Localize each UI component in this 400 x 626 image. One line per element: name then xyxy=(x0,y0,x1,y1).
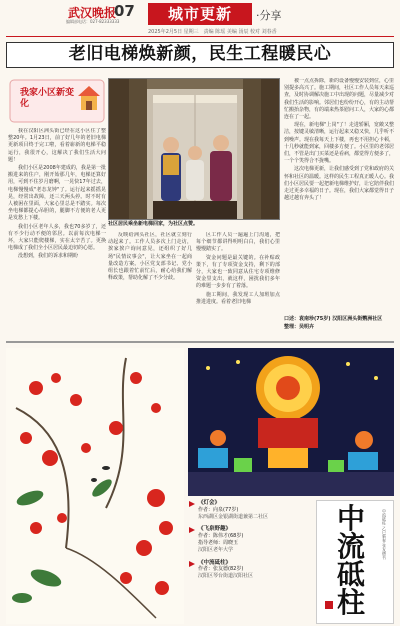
newspaper-logo: 武汉晚报 xyxy=(68,6,117,20)
page-number: 07 xyxy=(114,2,135,20)
lantern-festival-image xyxy=(188,348,394,496)
article-paragraph: 施工期间，我发现工人加班加点推进进度。看着老旧电梯 xyxy=(196,291,280,305)
column-badge xyxy=(8,78,106,124)
artwork-author: 作者：陈伟才(68岁) xyxy=(198,533,244,540)
article-paragraph: 反映给洲头社区，社区就立刻行动起来了。工作人员多次上门走访，挨家挨户询问意见，还组织了好几场"民情议事会"，让大家坐在一起商量改造方案。小区党支部书记、党小组长也跟着忙前忙后，耐心给我们解释政策，帮助化解了不少分歧。 xyxy=(108,232,192,282)
editorial-contact: 编辑部电话：027-82333333 xyxy=(66,19,120,24)
artwork-advisor: 指导老师：周晓玉 xyxy=(198,539,239,546)
photo-caption: 社区居民乘坐新电梯回家，为社区点赞。 xyxy=(108,221,199,227)
artwork-title: 《灯会》 xyxy=(198,500,221,506)
painting-lantern-fair xyxy=(188,348,394,496)
painting-flowers xyxy=(6,348,184,624)
artwork-author: 作者：向泉(77岁) xyxy=(198,506,239,513)
triangle-marker-icon xyxy=(188,526,196,534)
article-credits xyxy=(284,316,394,331)
section-subtitle: ·分享 xyxy=(256,9,282,22)
artwork-title: 《飞泉野趣》 xyxy=(198,526,232,533)
article-paragraph: 我们小区老年人多，我也70多岁了，还有不少行动不便的邻居。以前每次电梯一坏，大家只能爬楼梯，实在太辛苦了。更换电梯成了我们全小区居民最迫切的心愿。 xyxy=(8,223,106,252)
house-icon xyxy=(76,84,102,114)
badge-label: 我家小区新变化 xyxy=(20,88,75,109)
artwork-caption xyxy=(188,500,314,520)
article-paragraph: 资金问题是最关键的。在补贴政策下，有了专项资金支持，剩下的部分，大家也一致同意从住宅专项维修资金里支出，就这样，困扰我们多年的难题一步步有了着落。 xyxy=(196,254,280,290)
artwork-captions xyxy=(188,500,314,624)
elevator-photo xyxy=(108,78,280,220)
article-column-mid-1 xyxy=(108,232,192,324)
artwork-author: 作者：张友德(82岁) xyxy=(198,566,244,573)
artwork-org: 汉阳区琴台街道汉阳社区 xyxy=(198,573,254,580)
article-paragraph: 现在，新电梯"上岗"了！走进轿厢，宽敞又整洁，按键灵敏清晰，运行起来又稳又快，几乎听不到噪声。现在我每天上下楼，再也不用担心卡顿，十几秒就能到家，回楼多方便了。小区里的老邻居们，不管是出门买菜还是看病，都觉得方便多了，一个个笑得合不拢嘴。 xyxy=(284,122,394,165)
artwork-title: 《中流砥柱》 xyxy=(198,559,232,566)
header-divider xyxy=(6,36,394,37)
calligraphy-char: 中 xyxy=(336,502,365,535)
seal-stamp-icon xyxy=(325,601,333,609)
issue-date-line: 2025年2月5日 星期三 责编 陈瑶 美编 汤辰 校对 刘春香 xyxy=(148,29,277,35)
narrator-credit: 口述：袁南珍(75岁) 汉阳区洲头街鹦洲社区 xyxy=(284,316,383,322)
section-title: 城市更新 xyxy=(148,3,252,25)
article-paragraph: 区工作人员一遍遍上门沟通，把每个细节都讲得明明白白，我们心里慢慢踏实了。 xyxy=(196,232,280,253)
calligraphy-work xyxy=(316,500,394,624)
artwork-org: 东西湖区金银湖街道兼第二社区 xyxy=(198,513,269,520)
artwork-caption xyxy=(188,560,314,580)
article-column-right xyxy=(284,78,394,328)
article-column-left xyxy=(8,128,106,324)
section-separator xyxy=(6,341,394,343)
article-column-mid-2 xyxy=(196,232,280,324)
headline-box xyxy=(6,42,394,68)
article-paragraph: 我们小区是2008年建成的，我是第一批搬进来的住户，刚开始那几年，电梯还算好用，可到不住岁月磨啊，一晃快17年过去，电梯慢慢成"老态龙钟"了。运行起来摇摇晃晃，经常出故障，还三天两头停。时不时有人被困在里面，大家心里总是不踏实。每次坐电梯都提心吊胆的，腿脚不方便的老人更是发愁上下楼。 xyxy=(8,165,106,222)
triangle-marker-icon xyxy=(188,500,196,508)
calligraphy-char: 柱 xyxy=(336,586,365,619)
elevator-scene-image xyxy=(109,79,280,220)
artwork-caption xyxy=(188,526,314,553)
article-paragraph: 我在汉阳区洲头街已经在这小区住了整整20年。1月23日，前了好几年的老旧电梯更新项目终于完工啦，看着崭新的电梯平稳运行，我很开心，这解决了我们生活大问题！ xyxy=(8,128,106,163)
calligraphy-inscription: 中流砥柱 乙巳新春 张友德书 xyxy=(382,509,387,560)
calligraphy-char: 流 xyxy=(336,530,365,563)
masthead xyxy=(0,0,400,28)
article-paragraph: 被一点点拆除，新的设备慢慢安装到位，心里别提多高兴了。施工期间，社区工作人员每天来巡查，及时协调解决施工中出现的问题，尽量减少对我们生活的影响。邻居们也纷纷开心，有的主动帮忙搬抬杂物，有的端来热茶慰问工人，大家的心都连在了一起。 xyxy=(284,78,394,121)
article-headline: 老旧电梯焕新颜，民生工程暖民心 xyxy=(68,44,332,64)
artwork-org: 汉阳区老年大学 xyxy=(198,546,234,553)
triangle-marker-icon xyxy=(188,560,196,568)
editor-credit: 整理：吴明卉 xyxy=(284,323,315,330)
article-paragraph: 这次电梯更新，让我们感受到了党和政府的关怀和社区的温暖。这样的民生工程真正暖人心。我们小区居民要一起把新电梯维护好，让它陪伴我们走过更多幸福的日子。现在，我们大家都觉得日子越过越有奔头了！ xyxy=(284,166,394,202)
calligraphy-char: 砥 xyxy=(336,558,365,591)
flower-painting-image xyxy=(6,348,184,624)
article-paragraph: 没想到，我们的诉求和期盼 xyxy=(18,253,79,260)
